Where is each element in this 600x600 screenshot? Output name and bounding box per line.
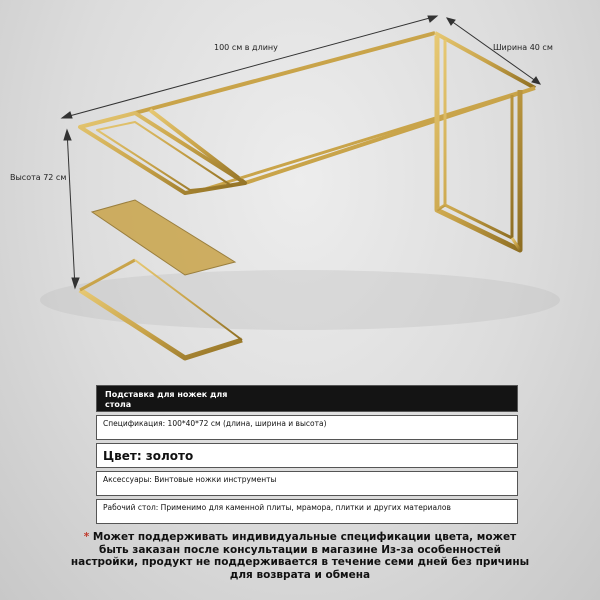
specification-table — [96, 385, 518, 527]
color-row: Цвет: золото — [96, 443, 518, 468]
specification-row: Спецификация: 100*40*72 см (длина, ширина и высота) — [96, 415, 518, 440]
spec-title-row — [96, 385, 518, 412]
floor-shadow — [40, 270, 560, 330]
spec-title: Подставка для ножек для стола — [105, 390, 228, 409]
width-dimension-label: Ширина 40 см — [493, 43, 553, 52]
note-star: * — [83, 531, 90, 543]
note-text: Может поддерживать индивидуальные спецификации цвета, может быть заказан после консультации в магазине Из-за особенностей настройки, продукт не поддерживается в течение семи дней без причины для возврата и обмена — [70, 531, 530, 581]
height-dimension-label: Высота 72 см — [10, 173, 67, 182]
length-dimension-label: 100 см в длину — [214, 43, 278, 52]
accessories-row: Аксессуары: Винтовые ножки инструменты — [96, 471, 518, 496]
worktop-row: Рабочий стол: Применимо для каменной плиты, мрамора, плитки и других материалов — [96, 499, 518, 524]
customization-note — [70, 531, 530, 581]
